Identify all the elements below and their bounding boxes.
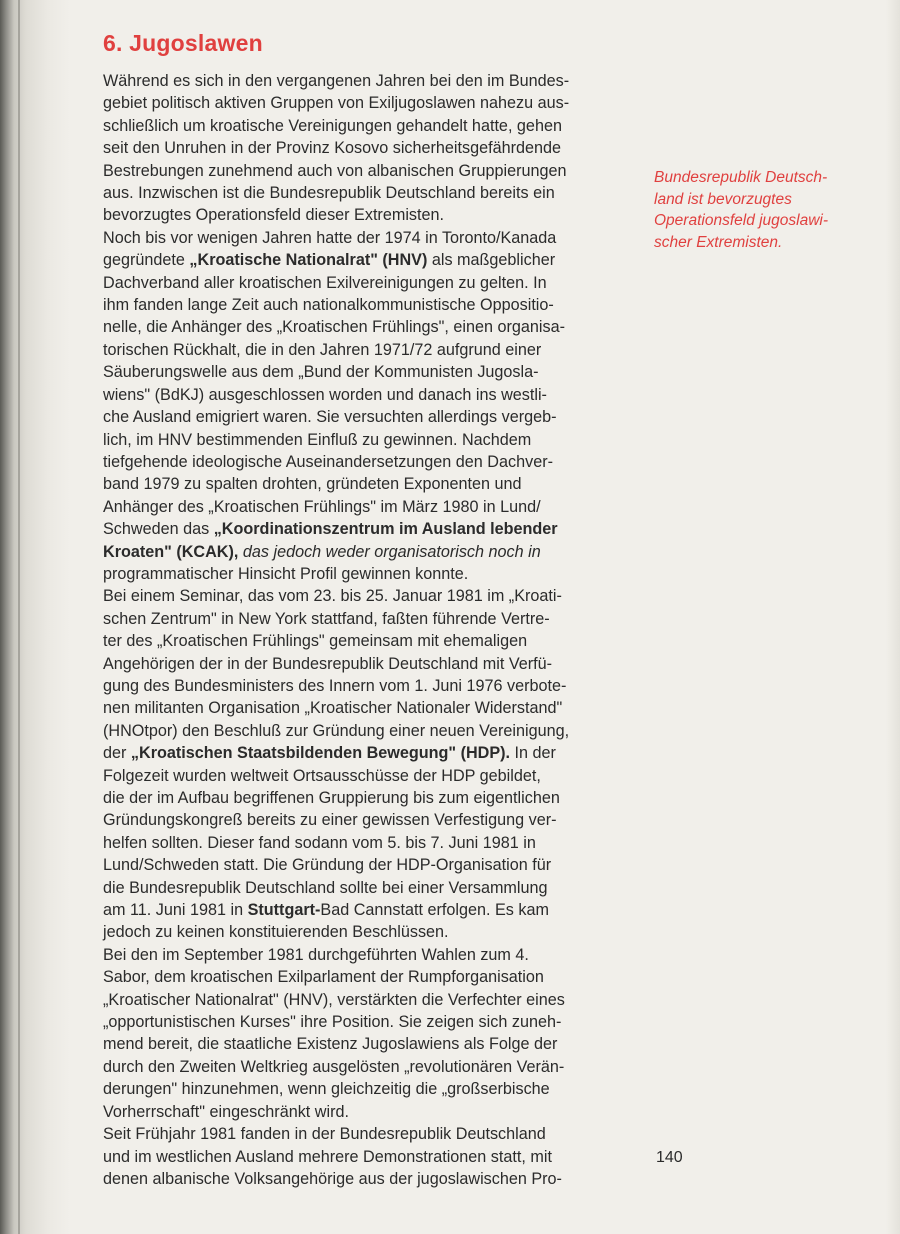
margin-note: Bundesrepublik Deutsch- land ist bevorzugtes Operationsfeld jugoslawi- scher Extremisten. xyxy=(654,169,829,251)
paragraph-4: Bei den im September 1981 durchgeführten Wahlen zum 4. Sabor, dem kroatischen Exilparlament der Rumpforganisation „Kroatischer Nationalrat" (HNV), verstärkten die Verfechter eines „opportunistischen Kurses" ihre Position. Sie zeigen sich zuneh- mend bereit, die staatliche Existenz Jugoslawiens als Folge der durch den Zweiten Weltkrieg ausgelösten „revolutionären Verän- derungen" hinzunehmen, wenn gleichzeitig die „großserbische Vorherrschaft" eingeschränkt wird. xyxy=(103,945,565,1121)
paragraph-3: Bei einem Seminar, das vom 23. bis 25. Januar 1981 im „Kroati- schen Zentrum" in New York stattfand, faßten führende Vertre- ter des „Kroatischen Frühlings" gemeinsam mit ehemaligen Angehörigen der in der Bundesrepublik Deutschland mit Verfü- gung des Bundesministers des Innern vom 1. Juni 1976 verbote- nen militanten Organisation „Kroatischer Nationaler Widerstand" (HNOtpor) den Beschluß zur Gründung einer neuen Vereinigung, der „Kroatischen Staatsbildenden Bewegung" (HDP). In der Folgezeit wurden weltweit Ortsausschüsse der HDP gebildet, die der im Aufbau begriffenen Gruppierung bis zum eigentlichen Gründungskongreß bereits zu einer gewissen Verfestigung ver- helfen sollten. Dieser fand sodann vom 5. bis 7. Juni 1981 in Lund/Schweden statt. Die Gründung der HDP-Organisation für die Bundesrepublik Deutschland sollte bei einer Versammlung am 11. Juni 1981 in Stuttgart-Bad Cannstatt erfolgen. Es kam jedoch zu keinen konstituierenden Beschlüssen. xyxy=(103,587,570,942)
book-binding-shadow xyxy=(0,0,70,1234)
page-number: 140 xyxy=(656,1149,683,1166)
kcak-name: „Koordinationszentrum im Ausland lebender xyxy=(213,520,558,539)
body-text xyxy=(103,70,629,1190)
hdp-name: „Kroatischen Staatsbildenden Bewegung" (HDP). xyxy=(130,744,511,763)
paragraph-2: Noch bis vor wenigen Jahren hatte der 1974 in Toronto/Kanada gegründete „Kroatische Nationalrat" (HNV) als maßgeblicher Dachverband aller kroatischen Exilvereinigungen zu gelten. In ihm fanden lange Zeit auch nationalkommunistische Oppositio- nelle, die Anhänger des „Kroatischen Frühlings", einen organisa- torischen Rückhalt, die in den Jahren 1971/72 aufgrund einer Säuberungswelle aus dem „Bund der Kommunisten Jugosla- wiens" (BdKJ) ausgeschlossen worden und danach ins westli- che Ausland emigriert waren. Sie versuchten allerdings vergeb- lich, im HNV bestimmenden Einfluß zu gewinnen. Nachdem tiefgehende ideologische Auseinandersetzungen den Dachver- band 1979 zu spalten drohten, gründeten Exponenten und Anhänger des „Kroatischen Frühlings" im März 1980 in Lund/ Schweden das „Koordinationszentrum im Ausland lebender Kroaten" (KCAK), das jedoch weder organisatorisch noch in programmatischer Hinsicht Profil gewinnen konnte. xyxy=(103,228,565,583)
city-name: Stuttgart- xyxy=(247,901,321,920)
hnv-name: „Kroatische Nationalrat" (HNV) xyxy=(189,251,428,270)
binding-edge xyxy=(18,0,20,1234)
paragraph-1: Während es sich in den vergangenen Jahren bei den im Bundes- gebiet politisch aktiven Gruppen von Exiljugoslawen nahezu aus- schließlich um kroatische Vereinigungen gehandelt hatte, gehen seit den Unruhen in der Provinz Kosovo sicherheitsgefährdende Bestrebungen zunehmend auch von albanischen Gruppierungen aus. Inzwischen ist die Bundesrepublik Deutschland bereits ein bevorzugtes Operationsfeld dieser Extremisten. xyxy=(103,72,570,225)
paragraph-5: Seit Frühjahr 1981 fanden in der Bundesrepublik Deutschland und im westlichen Ausland mehrere Demonstrationen statt, mit denen albanische Volksangehörige aus der jugoslawischen Pro- xyxy=(103,1125,562,1188)
page-edge xyxy=(886,0,900,1234)
section-heading: 6. Jugoslawen xyxy=(103,30,263,56)
